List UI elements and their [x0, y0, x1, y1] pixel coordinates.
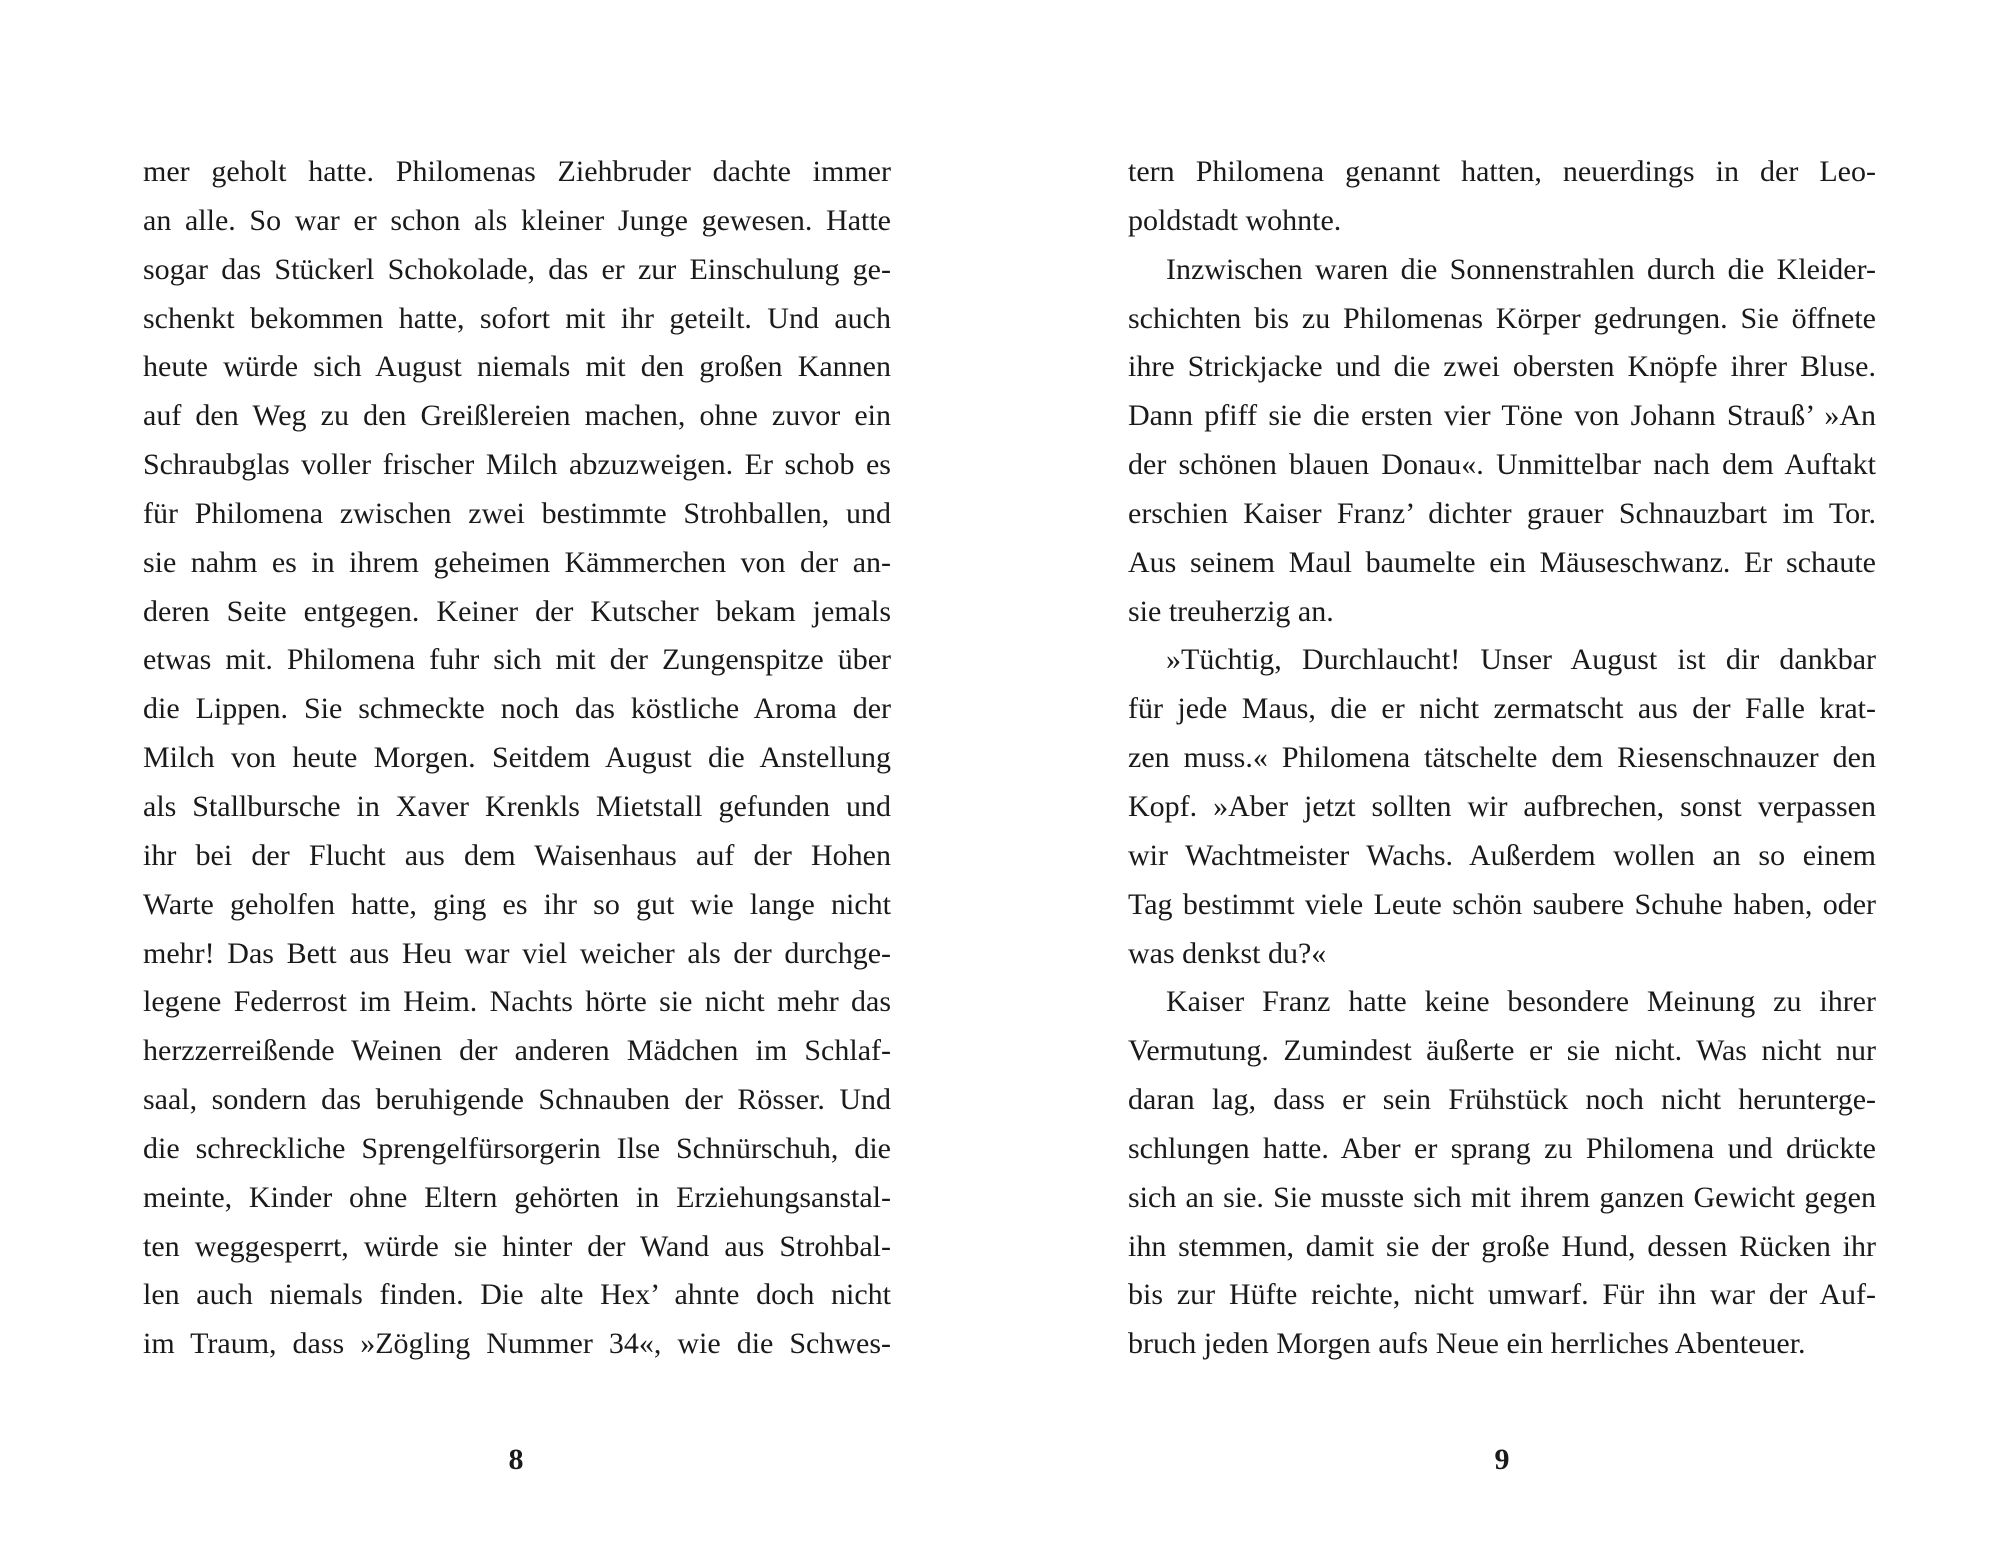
text-line: saal, sondern das beruhigende Schnauben der Rösser. Und	[143, 1083, 891, 1117]
text-line: auf den Weg zu den Greißlereien machen, ohne zuvor ein	[143, 399, 891, 433]
text-line: sie treuherzig an.	[1128, 594, 1334, 628]
text-line: sogar das Stückerl Schokolade, das er zur Einschulung ge-	[143, 252, 891, 286]
text-line: len auch niemals finden. Die alte Hex’ ahnte doch nicht	[143, 1278, 891, 1312]
text-line: Tag bestimmt viele Leute schön saubere Schuhe haben, oder	[1128, 887, 1876, 921]
left-page-text	[143, 148, 891, 1369]
text-line: herzzerreißende Weinen der anderen Mädchen im Schlaf-	[143, 1034, 891, 1068]
text-line: die Lippen. Sie schmeckte noch das köstliche Aroma der	[143, 692, 891, 726]
right-page	[1000, 0, 2000, 1556]
text-line: mehr! Das Bett aus Heu war viel weicher als der durchge-	[143, 936, 891, 970]
text-line: im Traum, dass »Zögling Nummer 34«, wie die Schwes-	[143, 1327, 891, 1361]
text-line: Kaiser Franz hatte keine besondere Meinung zu ihrer	[1166, 985, 1876, 1019]
text-line: ihn stemmen, damit sie der große Hund, dessen Rücken ihr	[1128, 1229, 1876, 1263]
text-line: Aus seinem Maul baumelte ein Mäuseschwanz. Er schaute	[1128, 545, 1876, 579]
text-line: an alle. So war er schon als kleiner Junge gewesen. Hatte	[143, 203, 891, 237]
text-line: sich an sie. Sie musste sich mit ihrem ganzen Gewicht gegen	[1128, 1180, 1876, 1214]
text-line: daran lag, dass er sein Frühstück noch nicht herunterge-	[1128, 1083, 1876, 1117]
text-line: schichten bis zu Philomenas Körper gedrungen. Sie öffnete	[1128, 301, 1876, 335]
text-line: zen muss.« Philomena tätschelte dem Riesenschnauzer den	[1128, 741, 1876, 775]
text-line: Milch von heute Morgen. Seitdem August die Anstellung	[143, 741, 891, 775]
text-line: ihr bei der Flucht aus dem Waisenhaus auf der Hohen	[143, 838, 891, 872]
text-line: als Stallbursche in Xaver Krenkls Mietstall gefunden und	[143, 789, 891, 823]
right-page-text	[1128, 148, 1876, 1369]
text-line: erschien Kaiser Franz’ dichter grauer Schnauzbart im Tor.	[1128, 496, 1876, 530]
text-line: für jede Maus, die er nicht zermatscht aus der Falle krat-	[1128, 692, 1876, 726]
text-line: ihre Strickjacke und die zwei obersten Knöpfe ihrer Bluse.	[1128, 350, 1876, 384]
text-line: bruch jeden Morgen aufs Neue ein herrliches Abenteuer.	[1128, 1327, 1806, 1361]
text-line: was denkst du?«	[1128, 936, 1327, 970]
text-line: »Tüchtig, Durchlaucht! Unser August ist dir dankbar	[1166, 643, 1876, 677]
text-line: tern Philomena genannt hatten, neuerdings in der Leo-	[1128, 155, 1876, 188]
text-line: schlungen hatte. Aber er sprang zu Philomena und drückte	[1128, 1131, 1876, 1165]
text-line: poldstadt wohnte.	[1128, 203, 1342, 237]
text-line: Warte geholfen hatte, ging es ihr so gut wie lange nicht	[143, 887, 891, 921]
text-line: legene Federrost im Heim. Nachts hörte sie nicht mehr das	[143, 985, 891, 1019]
text-line: bis zur Hüfte reichte, nicht umwarf. Für ihn war der Auf-	[1128, 1278, 1876, 1312]
text-line: sie nahm es in ihrem geheimen Kämmerchen von der an-	[143, 545, 891, 579]
text-line: deren Seite entgegen. Keiner der Kutscher bekam jemals	[143, 594, 891, 628]
text-line: etwas mit. Philomena fuhr sich mit der Zungenspitze über	[143, 643, 891, 677]
text-line: der schönen blauen Donau«. Unmittelbar nach dem Auftakt	[1128, 448, 1876, 482]
text-line: meinte, Kinder ohne Eltern gehörten in Erziehungsanstal-	[143, 1180, 891, 1214]
text-line: Dann pfiff sie die ersten vier Töne von Johann Strauß’ »An	[1128, 399, 1876, 433]
text-line: Schraubglas voller frischer Milch abzuzweigen. Er schob es	[143, 448, 891, 482]
text-line: Kopf. »Aber jetzt sollten wir aufbrechen, sonst verpassen	[1128, 789, 1876, 823]
page-number: 9	[1494, 1443, 1510, 1476]
text-line: mer geholt hatte. Philomenas Ziehbruder dachte immer	[143, 155, 891, 188]
text-line: für Philomena zwischen zwei bestimmte Strohballen, und	[143, 496, 891, 530]
text-line: Vermutung. Zumindest äußerte er sie nicht. Was nicht nur	[1128, 1034, 1876, 1068]
page-number: 8	[508, 1443, 524, 1476]
text-line: Inzwischen waren die Sonnenstrahlen durch die Kleider-	[1166, 252, 1876, 286]
text-line: ten weggesperrt, würde sie hinter der Wand aus Strohbal-	[143, 1229, 891, 1263]
text-line: heute würde sich August niemals mit den großen Kannen	[143, 350, 891, 384]
text-line: die schreckliche Sprengelfürsorgerin Ilse Schnürschuh, die	[143, 1131, 891, 1165]
text-line: schenkt bekommen hatte, sofort mit ihr geteilt. Und auch	[143, 301, 891, 335]
text-line: wir Wachtmeister Wachs. Außerdem wollen an so einem	[1128, 838, 1876, 872]
